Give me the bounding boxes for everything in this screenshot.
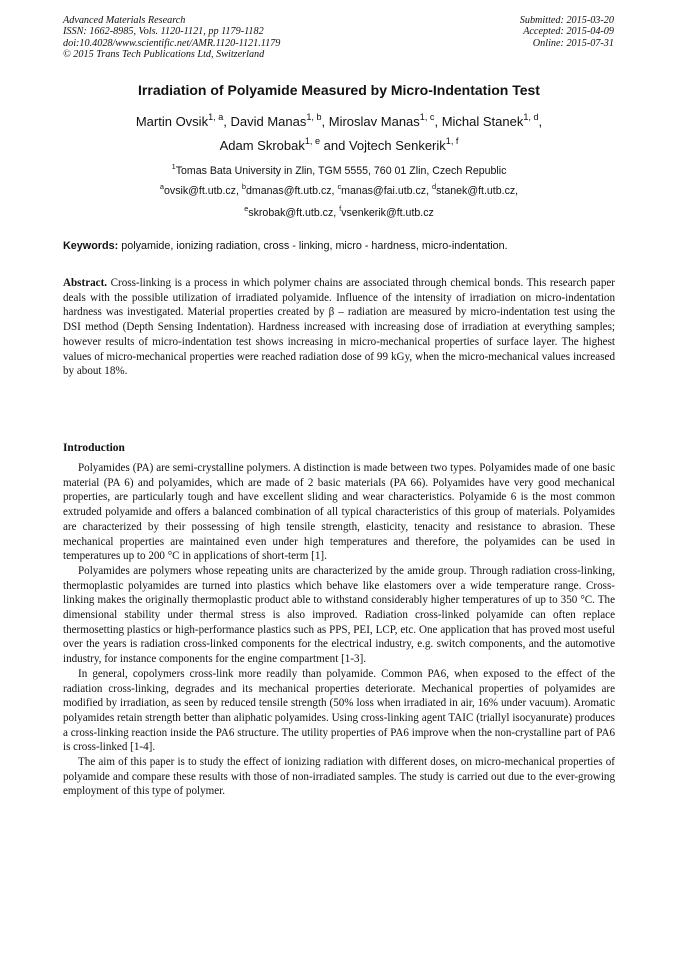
author-sup: 1, f	[445, 135, 459, 146]
author-sep: ,	[434, 114, 442, 129]
doi-line[interactable]: doi:10.4028/www.scientific.net/AMR.1120-1121.1179	[63, 37, 281, 49]
affiliation-text: Tomas Bata University in Zlin, TGM 5555, 760 01 Zlin, Czech Republic	[175, 165, 507, 177]
author-sup: 1, b	[306, 111, 322, 122]
author: David Manas	[230, 114, 307, 129]
paper-title: Irradiation of Polyamide Measured by Micro-Indentation Test	[138, 82, 540, 98]
accepted-date: Accepted: 2015-04-09	[523, 26, 614, 38]
email-link[interactable]: manas@fai.utb.cz	[341, 185, 427, 197]
keywords-text: polyamide, ionizing radiation, cross - linking, micro - hardness, micro-indentation.	[118, 240, 508, 252]
paragraph: Polyamides (PA) are semi-crystalline polymers. A distinction is made between two types. Polyamides made of one basic material (PA 6) and polyamides, which are made of 2 basic materials (PA 66). Polyamides have very good mechanical properties, are particularly tough and have excellent sliding and wear characteristics. Polyamide 6 is the most common extruded polyamide and offers a balanced combination of all typical characteristics of this group of materials. Polyamides are characterized by their possessing of high tensile strength, elasticity, tenacity and resistance to abrasion. These mechanical properties are maintained even under high temperatures and therefore, the polyamides can be used in temperatures up to 200 °C in applications of short-term [1].	[63, 462, 615, 563]
abstract	[63, 276, 615, 379]
issn-line: ISSN: 1662-8985, Vols. 1120-1121, pp 1179-1182	[63, 26, 264, 38]
email-list-continued	[40, 203, 638, 219]
email-list	[40, 181, 638, 197]
author-list-continued	[40, 135, 638, 153]
email-sup: d	[431, 181, 437, 191]
email-link[interactable]: skrobak@ft.utb.cz	[248, 207, 334, 219]
section-heading: Introduction	[63, 442, 125, 454]
email-sep: ,	[426, 185, 432, 197]
email-sup: a	[159, 181, 164, 191]
email-link[interactable]: stanek@ft.utb.cz	[436, 185, 516, 197]
email-sup: e	[244, 203, 249, 213]
journal-info	[63, 15, 280, 61]
author-sep: ,	[538, 114, 543, 129]
author: Martin Ovsik	[135, 114, 209, 129]
email-link[interactable]: ovsik@ft.utb.cz	[164, 185, 236, 197]
email-sep: ,	[235, 185, 242, 197]
author-list	[40, 111, 638, 129]
author-sup: 1, a	[208, 111, 224, 122]
email-sup: c	[337, 181, 342, 191]
keywords-label: Keywords:	[63, 240, 119, 252]
paragraph: In general, copolymers cross-link more readily than polyamide. Common PA6, when exposed to the effect of the radiation cross-linking, degrades and its mechanical properties deteriorate. Mechanical properties of polyamides are modified by irradiation, as seen by reduced tensile strength (50% loss when irradiated in air, 16% under vacuum). Aromatic polyamides retain strength better than aliphatic polyamides. Using cross-linking agent TAIC (triallyl isocyanurate) produces a cross-linking reaction inside the PA6 structure. The utility properties of PA6 improve when the non-crystalline part of PA6 is cross-linked [1-4].	[63, 667, 615, 754]
author-sep: ,	[321, 114, 329, 129]
affiliation-sup: 1	[171, 161, 176, 171]
author-sup: 1, d	[523, 111, 539, 122]
copyright-line: © 2015 Trans Tech Publications Ltd, Switzerland	[63, 49, 265, 61]
introduction-section	[63, 441, 615, 799]
author-sep: ,	[223, 114, 231, 129]
author: Adam Skrobak	[219, 138, 305, 153]
abstract-label: Abstract.	[63, 277, 108, 289]
email-sup: b	[241, 181, 246, 191]
affiliation	[40, 161, 638, 177]
email-sup: f	[339, 203, 342, 213]
paragraph: Polyamides are polymers whose repeating units are characterized by the amide group. Through radiation cross-linking, thermoplastic polyamides are turned into plastics which behave like elastomers over a wide temperature range. Cross-linking makes the originally thermoplastic product able to withstand considerably higher temperatures of up to 350 °C. The dimensional stability under thermal stress is also improved. Radiation cross-linked polyamide can often replace thermosetting plastics or high-performance plastics such as PPS, PEI, LCP, etc. One application that has proved most useful over the years is radiation cross-linked components for the electrical industry, e.g. switch components, and the automotive industry, for instance components for the engine compartment [1-3].	[63, 564, 615, 666]
author: Michal Stanek	[441, 114, 524, 129]
author-sup: 1, c	[419, 111, 435, 122]
submission-dates	[520, 15, 614, 49]
abstract-text: Cross-linking is a process in which polymer chains are associated through chemical bonds. This research paper deals with the possible utilization of irradiated polyamide. Influence of the intensity of irradiation on micro-indentation hardness was investigated. Material properties created by β – radiation are measured by micro-indentation test using the DSI method (Depth Sensing Indentation). Hardness increased with increasing dose of irradiation at everything samples; however results of micro-indentation test shows increasing in micro-mechanical properties of surface layer. The highest values of micro-mechanical properties were reached radiation dose of 99 kGy, when the micro-mechanical values increased by about 18%.	[63, 277, 615, 378]
email-sep: ,	[333, 207, 340, 219]
journal-name: Advanced Materials Research	[63, 15, 186, 26]
abstract-paragraph	[63, 276, 615, 379]
email-sep: ,	[331, 185, 338, 197]
email-link[interactable]: vsenkerik@ft.utb.cz	[341, 207, 434, 219]
submitted-date: Submitted: 2015-03-20	[519, 15, 614, 26]
author: Miroslav Manas	[328, 114, 420, 129]
online-date: Online: 2015-07-31	[532, 37, 614, 49]
email-link[interactable]: dmanas@ft.utb.cz	[246, 185, 332, 197]
author-sep: and	[320, 138, 349, 153]
email-sep: ,	[515, 185, 519, 197]
paragraph: The aim of this paper is to study the effect of ionizing radiation with different doses, on micro-mechanical properties of polyamide and compare these results with those of non-irradiated samples. The study is carried out due to the ever-growing employment of this type of polymer.	[63, 756, 615, 798]
author-sup: 1, e	[304, 135, 321, 146]
keywords	[63, 240, 615, 252]
author: Vojtech Senkerik	[348, 138, 446, 153]
